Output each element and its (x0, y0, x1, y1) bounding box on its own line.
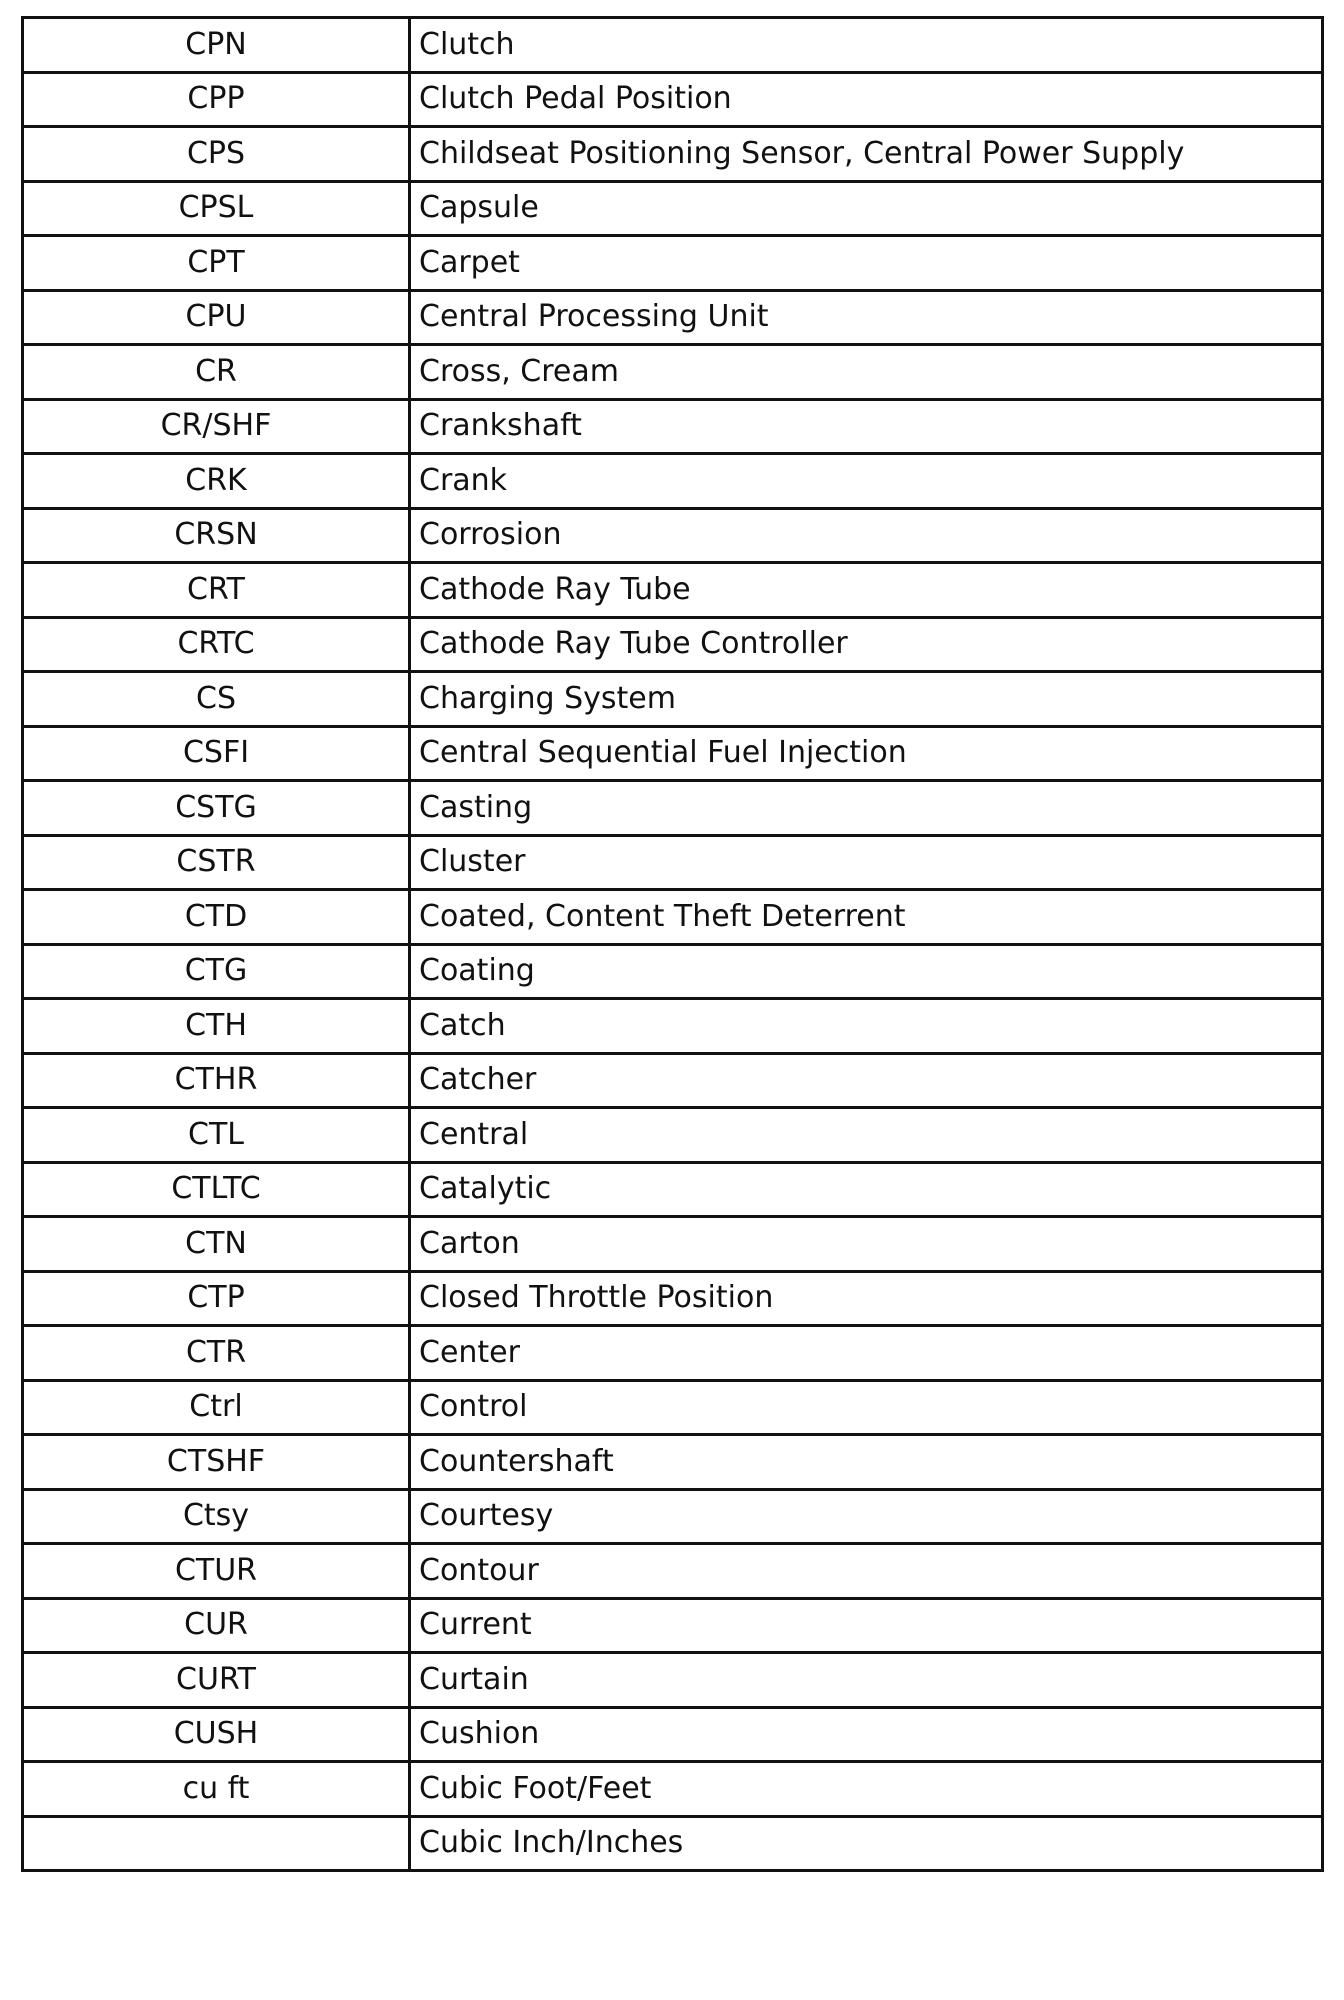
abbreviation-cell: CURT (23, 1653, 410, 1708)
meaning-cell: Charging System (410, 672, 1323, 727)
meaning-cell: Cushion (410, 1707, 1323, 1762)
abbreviation-cell: CR (23, 345, 410, 400)
abbreviation-cell: CPS (23, 127, 410, 182)
meaning-cell: Curtain (410, 1653, 1323, 1708)
meaning-cell: Cubic Inch/Inches (410, 1816, 1323, 1871)
table-row (23, 236, 1323, 291)
abbreviation-cell: CTH (23, 999, 410, 1054)
table-row (23, 1707, 1323, 1762)
abbreviation-cell: CSTR (23, 835, 410, 890)
abbreviation-cell: CS (23, 672, 410, 727)
abbreviation-cell: CUSH (23, 1707, 410, 1762)
meaning-cell: Crank (410, 454, 1323, 509)
meaning-cell: Clutch (410, 18, 1323, 73)
table-row (23, 181, 1323, 236)
abbreviation-cell: CTR (23, 1326, 410, 1381)
table-row (23, 672, 1323, 727)
table-row (23, 1435, 1323, 1490)
table-row (23, 508, 1323, 563)
meaning-cell: Catalytic (410, 1162, 1323, 1217)
table-row (23, 781, 1323, 836)
table-row (23, 1380, 1323, 1435)
table-row (23, 454, 1323, 509)
table-row (23, 563, 1323, 618)
meaning-cell: Closed Throttle Position (410, 1271, 1323, 1326)
table-row (23, 345, 1323, 400)
meaning-cell: Center (410, 1326, 1323, 1381)
abbreviation-cell: CRSN (23, 508, 410, 563)
abbreviation-cell: CPT (23, 236, 410, 291)
table-row (23, 1653, 1323, 1708)
meaning-cell: Central Processing Unit (410, 290, 1323, 345)
abbreviation-cell: CTN (23, 1217, 410, 1272)
table-row (23, 1271, 1323, 1326)
meaning-cell: Central Sequential Fuel Injection (410, 726, 1323, 781)
meaning-cell: Carpet (410, 236, 1323, 291)
table-row (23, 944, 1323, 999)
meaning-cell: Countershaft (410, 1435, 1323, 1490)
table-row (23, 890, 1323, 945)
abbreviation-cell: CTG (23, 944, 410, 999)
abbreviation-cell (23, 1816, 410, 1871)
table-row (23, 617, 1323, 672)
abbreviation-cell: CTUR (23, 1544, 410, 1599)
abbreviation-cell: CTHR (23, 1053, 410, 1108)
abbreviation-cell: CR/SHF (23, 399, 410, 454)
abbreviation-cell: cu ft (23, 1762, 410, 1817)
abbreviation-cell: CPP (23, 72, 410, 127)
meaning-cell: Cathode Ray Tube Controller (410, 617, 1323, 672)
meaning-cell: Corrosion (410, 508, 1323, 563)
abbreviation-cell: CRTC (23, 617, 410, 672)
meaning-cell: Control (410, 1380, 1323, 1435)
abbreviation-cell: CRK (23, 454, 410, 509)
table-row (23, 127, 1323, 182)
meaning-cell: Capsule (410, 181, 1323, 236)
table-row (23, 1053, 1323, 1108)
table-row (23, 1162, 1323, 1217)
table-row (23, 999, 1323, 1054)
meaning-cell: Cross, Cream (410, 345, 1323, 400)
meaning-cell: Coating (410, 944, 1323, 999)
table-row (23, 726, 1323, 781)
meaning-cell: Central (410, 1108, 1323, 1163)
table-row (23, 1326, 1323, 1381)
meaning-cell: Childseat Positioning Sensor, Central Power Supply (410, 127, 1323, 182)
meaning-cell: Cathode Ray Tube (410, 563, 1323, 618)
meaning-cell: Coated, Content Theft Deterrent (410, 890, 1323, 945)
table-row (23, 399, 1323, 454)
table-row (23, 835, 1323, 890)
meaning-cell: Crankshaft (410, 399, 1323, 454)
abbreviation-cell: Ctsy (23, 1489, 410, 1544)
table-row (23, 18, 1323, 73)
abbreviation-cell: CTLTC (23, 1162, 410, 1217)
meaning-cell: Catch (410, 999, 1323, 1054)
abbreviation-cell: CTSHF (23, 1435, 410, 1490)
abbreviation-cell: CTP (23, 1271, 410, 1326)
table-row (23, 1544, 1323, 1599)
table-row (23, 1816, 1323, 1871)
table-row (23, 1217, 1323, 1272)
abbreviation-table-body (23, 18, 1323, 1871)
abbreviation-cell: CUR (23, 1598, 410, 1653)
abbreviation-table (21, 16, 1324, 1872)
meaning-cell: Courtesy (410, 1489, 1323, 1544)
table-row (23, 72, 1323, 127)
meaning-cell: Current (410, 1598, 1323, 1653)
abbreviation-cell: CPU (23, 290, 410, 345)
table-row (23, 290, 1323, 345)
abbreviation-cell: CPSL (23, 181, 410, 236)
meaning-cell: Contour (410, 1544, 1323, 1599)
abbreviation-cell: Ctrl (23, 1380, 410, 1435)
meaning-cell: Carton (410, 1217, 1323, 1272)
meaning-cell: Cluster (410, 835, 1323, 890)
meaning-cell: Catcher (410, 1053, 1323, 1108)
abbreviation-cell: CTL (23, 1108, 410, 1163)
abbreviation-cell: CSTG (23, 781, 410, 836)
abbreviation-cell: CSFI (23, 726, 410, 781)
meaning-cell: Clutch Pedal Position (410, 72, 1323, 127)
table-row (23, 1108, 1323, 1163)
abbreviation-cell: CRT (23, 563, 410, 618)
table-row (23, 1489, 1323, 1544)
table-row (23, 1598, 1323, 1653)
meaning-cell: Cubic Foot/Feet (410, 1762, 1323, 1817)
abbreviation-cell: CTD (23, 890, 410, 945)
meaning-cell: Casting (410, 781, 1323, 836)
abbreviation-cell: CPN (23, 18, 410, 73)
table-row (23, 1762, 1323, 1817)
